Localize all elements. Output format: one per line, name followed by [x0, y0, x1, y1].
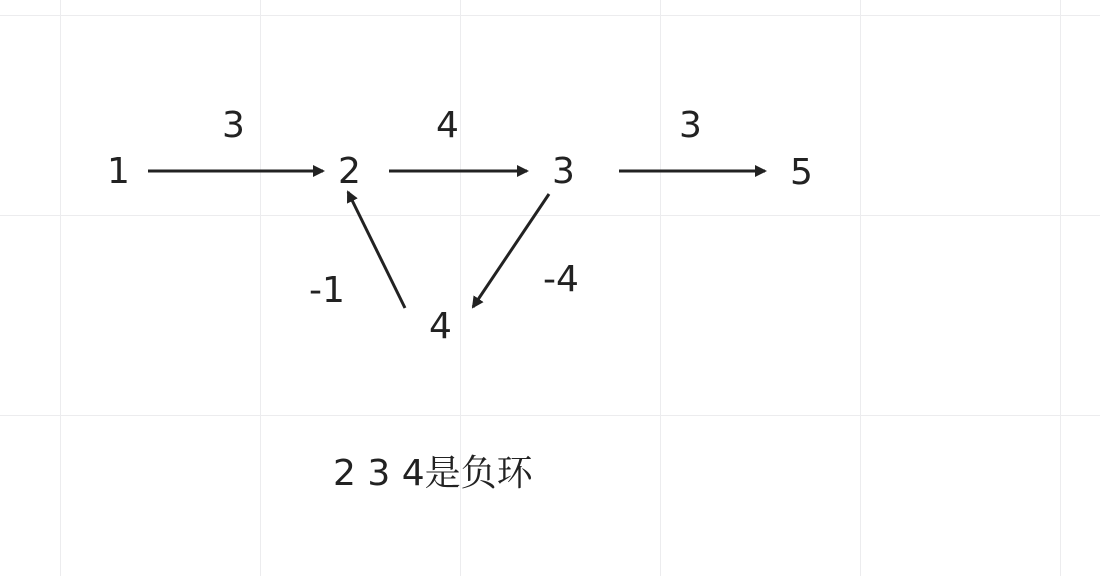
- edge-4-to-2-weight: -1: [309, 270, 345, 311]
- node-5: 5: [790, 152, 813, 193]
- edge-2-to-3-weight: 4: [436, 105, 459, 146]
- node-3: 3: [552, 151, 575, 192]
- edge-1-to-2-weight: 3: [222, 105, 245, 146]
- edge-3-to-4-weight: -4: [543, 259, 579, 300]
- edge-3-to-5-weight: 3: [679, 105, 702, 146]
- node-1: 1: [107, 151, 130, 192]
- edge-4-to-2-arrow: [348, 192, 405, 308]
- edge-3-to-4-arrow: [473, 194, 549, 307]
- node-4: 4: [429, 306, 452, 347]
- diagram-caption: 2 3 4是负环: [333, 453, 533, 494]
- node-2: 2: [338, 151, 361, 192]
